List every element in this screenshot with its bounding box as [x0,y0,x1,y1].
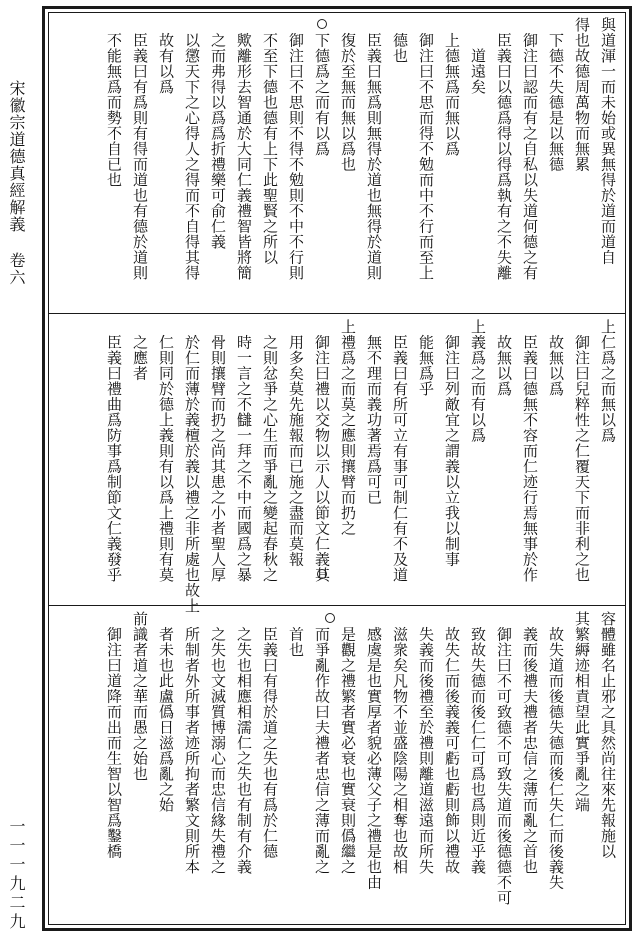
text-column: 御注曰不思則不得不勉則不中不行則 [287,17,305,281]
text-column: 滋衆矣凡物不並盛陰陽之相奪也故相 [391,611,409,875]
panel-divider-1 [48,313,626,314]
panel-3-text [101,611,621,923]
text-column: 上禮爲之而莫之應則攘臂而扔之 [339,319,357,536]
text-column: 御注曰不可致德不可致失道而後德德不可 [495,611,513,906]
text-column: 臣義曰有所可立有事可制仁有不及道 [391,319,409,583]
text-column: 御注曰兒粹性之仁覆天下而非利之也 [573,319,591,583]
text-column: 御注曰認而有之自私以失道何德之有 [521,17,539,281]
text-column: 復於至無而無以爲也 [339,17,357,172]
section-circle-mark [317,19,327,29]
text-column: 感虞是也實厚者貌必薄父子之禮是也由 [365,611,383,890]
text-column: 者未也此盧僞日滋爲亂之始 [157,611,175,813]
text-column: 時一言之不讎一拜之不中而國爲之暴 [235,319,253,583]
text-column: 臣義曰德無不容而仁迹行焉無事於作 [521,319,539,583]
text-column: 失義而後禮至於禮則離道滋遠而所失 [417,611,435,875]
text-column: 之應者 [131,319,149,381]
text-column: 故有以爲 [157,17,175,95]
text-column: 骨則攘臂而扔之尚其患之小者聖人厚 [209,319,227,583]
panel-1-text [101,17,621,307]
text-column: 御注曰禮以交物以示人以節文仁義其 [313,319,331,583]
text-column: 御注曰列敵宜之謂義以立我以制事 [443,319,461,567]
text-column: 首也 [287,611,305,658]
side-volume: 卷六 [7,252,26,286]
text-column: 上義爲之而有以爲 [469,319,487,443]
panel-2-text [101,319,621,614]
text-column: 而爭亂作故曰夫禮者忠信之薄而亂之 [313,611,331,875]
text-column: 臣義曰以德爲得以得爲執有之不失離 [495,17,513,281]
text-column: 不能無爲而勢不自已也 [105,17,123,188]
text-column: 御注曰道降而出而生智以智爲鑿橋 [105,611,123,859]
section-circle-mark [325,613,335,623]
text-column: 致故失德而後仁仁可爲也爲則近乎義 [469,611,487,875]
text-column: 道遠矣 [469,17,487,95]
text-column: 於仁而薄於義檀於義以禮之非所處也故上 [183,319,201,614]
text-column: 御注曰不思而得不勉而中不行而至上 [417,17,435,281]
text-column: 前識者道之華而愚之始也 [131,611,149,782]
text-column: 臣義曰有得於道之失也有爲於仁德 [261,611,279,859]
text-column: 以懲天下之心得人之得而不自得其得 [183,17,201,281]
text-column: 容體雖名止邪之具然尚往來先報施以 [599,611,617,859]
side-title: 宋徽宗道德真經解義 [7,80,26,233]
text-panel-2 [57,319,621,614]
text-column: 能無爲乎 [417,319,435,397]
text-column: 不至下德也德有上下此聖賢之所以 [261,17,279,265]
text-column: 是觀之禮繁者實必衰也實衰則僞繼之 [339,611,357,875]
text-column: 下德不失德是以無德 [547,17,565,172]
text-column: 上仁爲之而無以爲 [599,319,617,443]
text-column: 仁則同於德上義則有以爲上禮則有莫 [157,319,175,583]
text-panel-3 [57,611,621,923]
text-panel-1 [57,17,621,307]
text-column: 臣義曰無爲則無得於道也無得於道則 [365,17,383,281]
text-column: 之而弗得以爲爲折禮樂可俞仁義 [209,17,227,250]
text-column: 之則忿爭之心生而爭亂之變起春秋之 [261,319,279,583]
text-column: 義而後禮夫禮者忠信之薄而亂之首也 [521,611,539,875]
text-column: 之失也相應相濡仁之失也有制有介義 [235,611,253,875]
text-column: 其繁縟迹相責望此實爭亂之端 [573,611,591,813]
text-column: 用多矣莫先施報而已施之盡而莫報 [287,319,305,567]
text-column: 臣義曰有爲則有得而道也有德於道則 [131,17,149,281]
panel-divider-2 [48,605,626,606]
text-column: 故失道而後德失德而後仁失仁而後義失 [547,611,565,890]
text-column: 故無以爲 [547,319,565,397]
text-column: 德也 [391,17,409,64]
text-column: 得也故德周萬物而無累 [573,17,591,172]
text-column: 無不理而義功著焉爲可已 [365,319,383,505]
page-frame [42,6,632,931]
text-column: 下德爲之而有以爲 [313,17,331,157]
text-column: 故失仁而後義義可虧也虧則飾以禮故 [443,611,461,875]
section-circle-mark [317,569,327,579]
text-column: 故無以爲 [495,319,513,397]
text-column: 與道渾一而未始或異無得於道而道自 [599,17,617,265]
text-column: 臣義曰禮曲爲防事爲制節文仁義發乎 [105,319,123,583]
text-column: 歟離形去智通於大同仁義禮智皆將簡 [235,17,253,281]
text-column: 所制者外所事者迹所拘者繁文則所本 [183,611,201,875]
text-column: 之失也文滅質博溺心而忠信緣失禮之 [209,611,227,875]
text-column: 上德無爲而無以爲 [443,17,461,157]
side-page-number: 一一一九二九 [7,818,26,932]
